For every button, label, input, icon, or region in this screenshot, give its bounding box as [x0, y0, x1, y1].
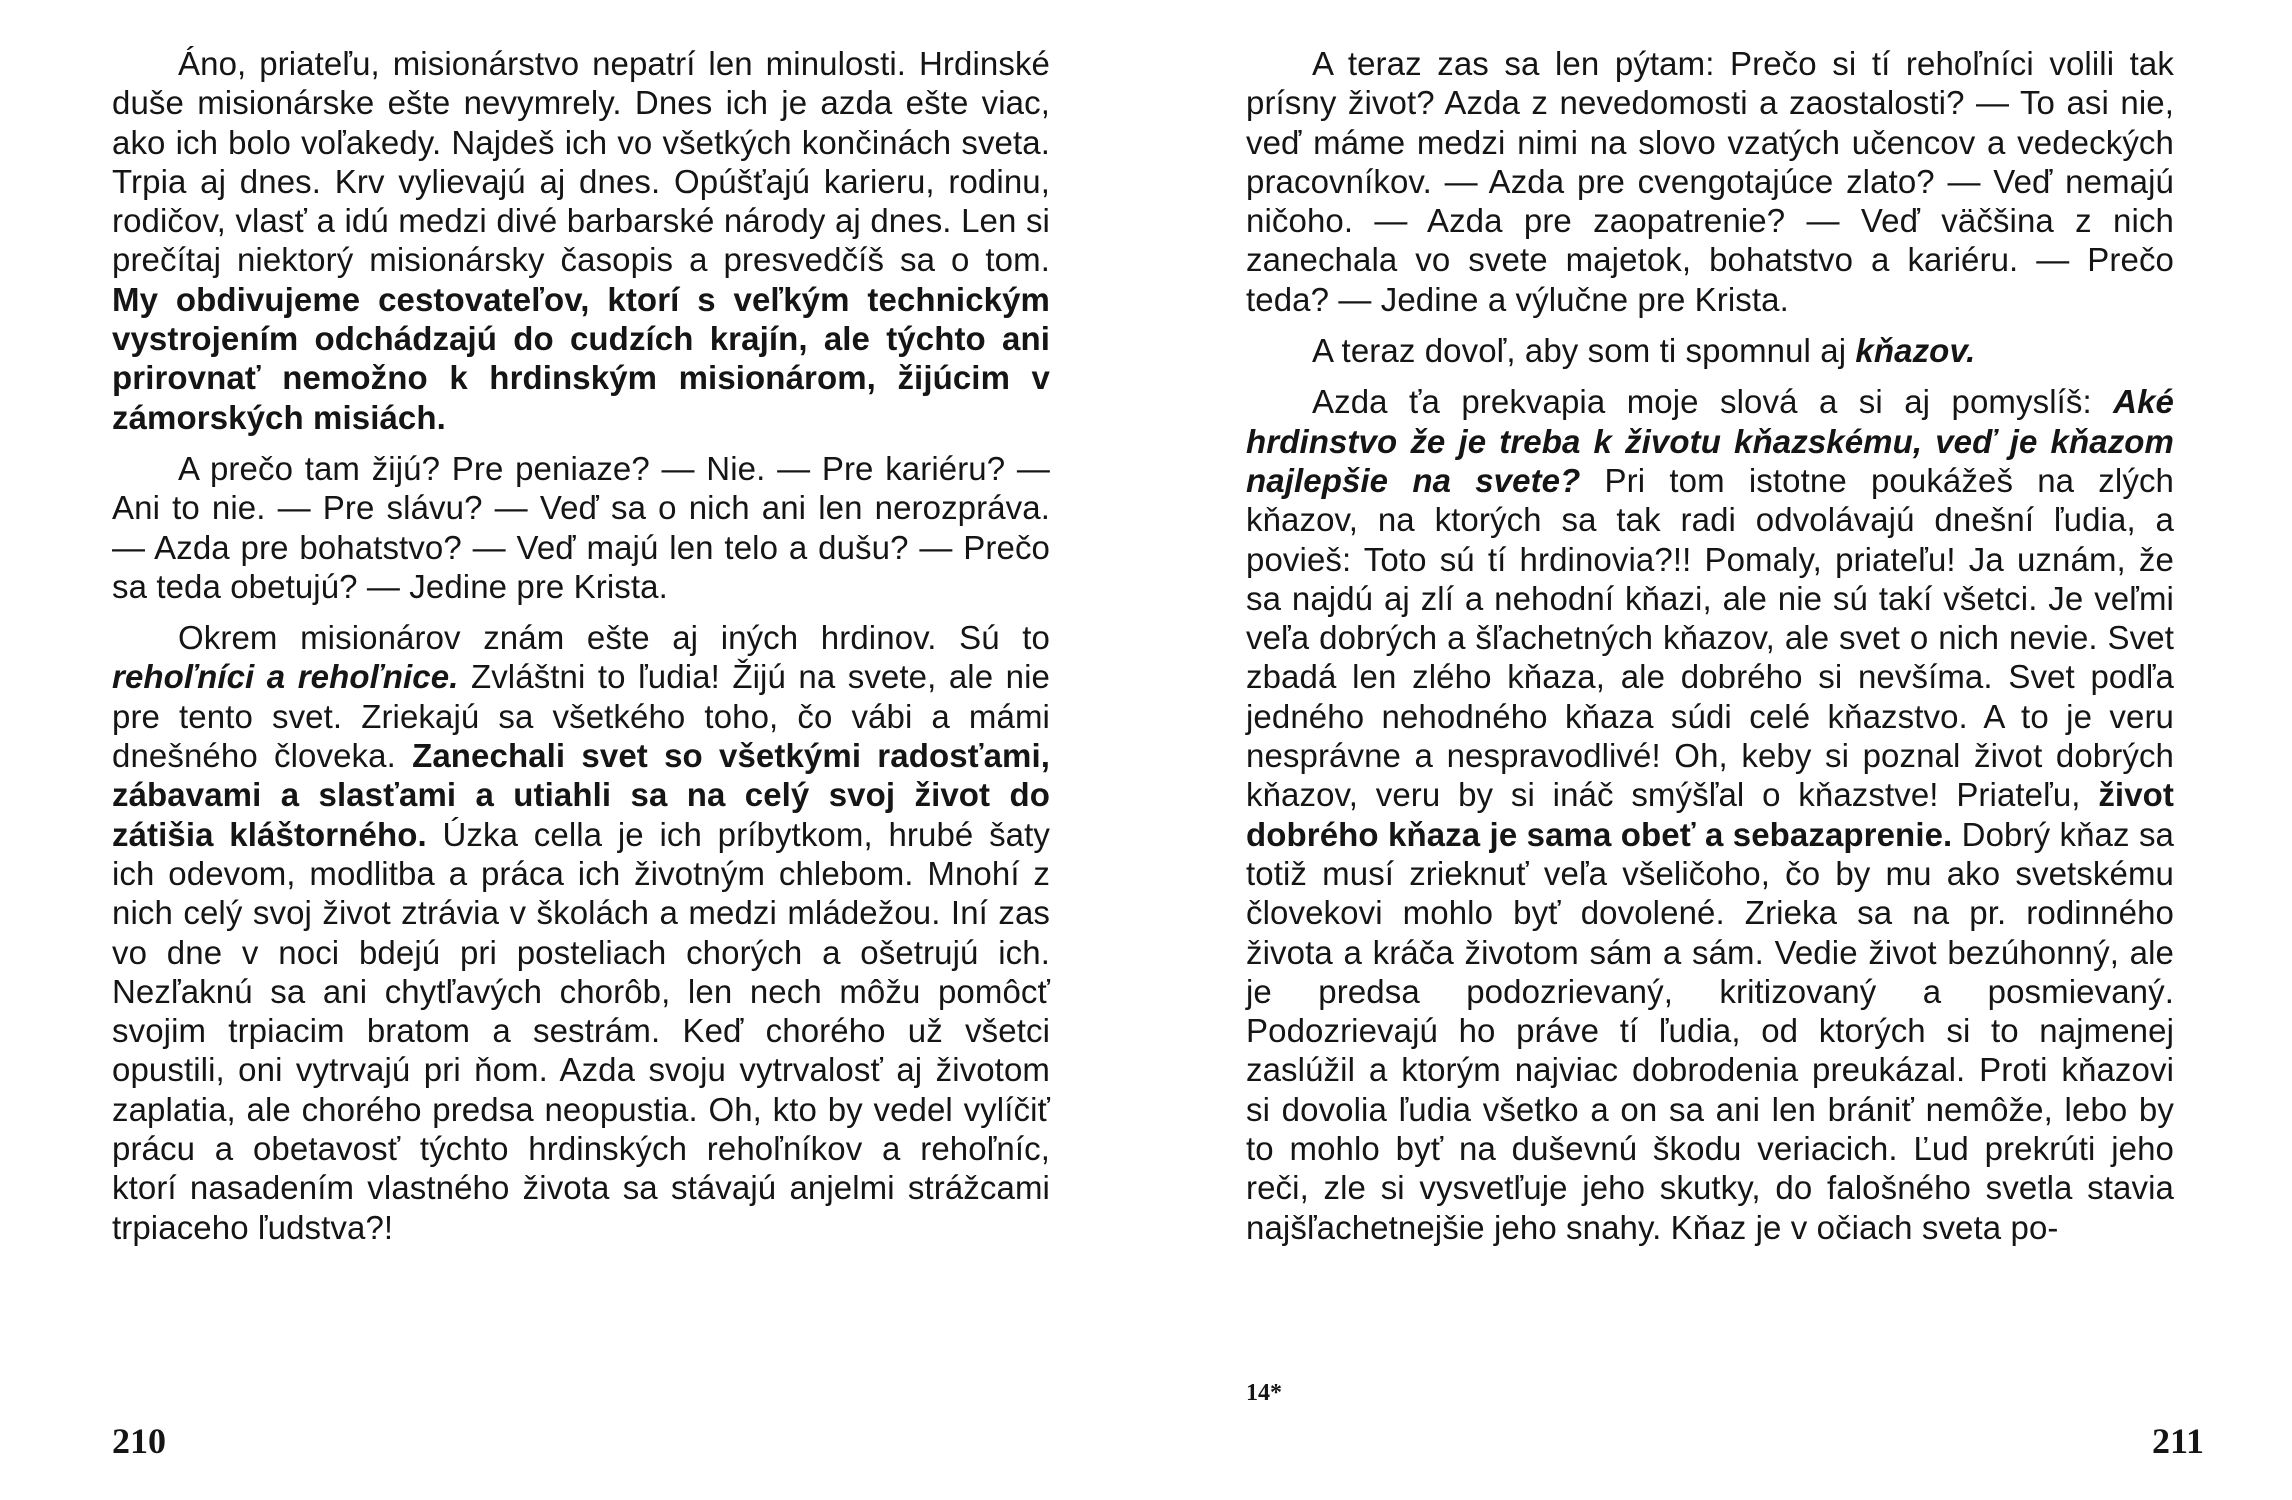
text-span: Zvláštni to ľudia! Žijú na svete, ale nie pre tento svet. Zriekajú sa všetkého toho, čo vábi a mámi dnešného človeka.: [112, 658, 1050, 775]
text-span: Azda ťa prekvapia moje slová a si aj pomyslíš:: [1312, 383, 2114, 421]
paragraph: [1246, 44, 2174, 319]
text-span: Okrem misionárov znám ešte aj iných hrdinov. Sú to: [178, 619, 1050, 657]
bold-text-span: Zanechali svet so všetkými radosťami, zábavami a slasťami a utiahli sa na celý svoj život do zátišia kláštorného.: [112, 737, 1051, 853]
paragraph: [1246, 382, 2174, 1247]
right-page-text: [1246, 44, 2174, 1247]
text-span: Áno, priateľu, misionárstvo nepatrí len minulosti. Hrdinské duše misionárske ešte nevymrely. Dnes ich je azda ešte viac, ako ich bolo voľakedy. Najdeš ich vo všetkých končinách sveta. Trpia aj dnes. Krv vylievajú aj dnes. Opúšťajú karieru, rodinu, rodičov, vlasť a idú medzi divé barbarské národy aj dnes. Len si prečítaj niektorý misionársky časopis a presvedčíš sa o tom.: [112, 45, 1050, 279]
paragraph: [112, 618, 1050, 1247]
text-span: Pri tom istotne poukážeš na zlých kňazov, na ktorých sa tak radi odvolávajú dnešní ľudia, a povieš: Toto sú tí hrdinovia?!! Pomaly, priateľu! Ja uznám, že sa najdú aj zlí a nehodní kňazi, ale nie sú takí všetci. Je veľmi veľa dobrých a šľachetných kňazov, ale svet o nich nevie. Svet zbadá len zlého kňaza, ale dobrého si nevšíma. Svet podľa jedného nehodného kňaza súdi celé kňazstvo. A to je veru nesprávne a nespravodlivé! Oh, keby si poznal život dobrých kňazov, veru by si ináč smýšľal o kňazstve! Priateľu,: [1246, 461, 2174, 814]
bold-text-span: My obdivujeme cestovateľov, ktorí s veľkým technickým vystrojením odchádzajú do cudzích krajín, ale týchto ani prirovnať nemožno k hrdinským misionárom, žijúcim v zámorských misiách.: [112, 280, 1050, 436]
text-span: Dobrý kňaz sa totiž musí zrieknuť veľa všeličoho, čo by mu ako svetskému človekovi mohlo byť dovolené. Zrieka sa na pr. rodinného života a kráča životom sám a sám. Vedie život bezúhonný, ale je predsa podozrievaný, kritizovaný a posmievaný. Podozrievajú ho práve tí ľudia, od ktorých si to najmenej zaslúžil a ktorým najviac dobrodenia preukázal. Proti kňazovi si dovolia ľudia všetko a on sa ani len brániť nemôže, lebo by to mohlo byť na duševnú škodu veriacich. Ľud prekrúti jeho reči, zle si vysvetľuje jeho skutky, do falošného svetla stavia najšľachetnejšie jeho snahy. Kňaz je v očiach sveta po-: [1246, 815, 2174, 1246]
bold-text-span: život dobrého kňaza je sama obeť a sebazaprenie.: [1246, 776, 2174, 853]
text-span: A teraz dovoľ, aby som ti spomnul aj: [1312, 332, 1856, 370]
page-number: 210: [112, 1421, 166, 1461]
bold-italic-text-span: kňazov.: [1855, 332, 1976, 370]
paragraph: [112, 449, 1050, 606]
paragraph: [112, 44, 1050, 437]
text-span: Úzka cella je ich príbytkom, hrubé šaty ich odevom, modlitba a práca ich životným chlebom. Mnohí z nich celý svoj život ztrávia v školách a medzi mládežou. Iní zas vo dne v noci bdejú pri posteliach chorých a ošetrujú ich. Nezľaknú sa ani chytľavých chorôb, len nech môžu pomôcť svojim trpiacim bratom a sestrám. Keď chorého už všetci opustili, oni vytrvajú pri ňom. Azda svoju vytrvalosť aj životom zaplatia, ale chorého predsa neopustia. Oh, kto by vedel vylíčiť prácu a obetavosť týchto hrdinských rehoľníkov a rehoľníc, ktorí nasadením vlastného života sa stávajú anjelmi strážcami trpiaceho ľudstva?!: [112, 815, 1051, 1246]
left-page-text: [112, 44, 1050, 1247]
page-number: 211: [2151, 1421, 2204, 1461]
bold-italic-text-span: rehoľníci a rehoľnice.: [112, 658, 459, 696]
signature-mark: 14*: [1246, 1380, 1282, 1406]
bold-italic-text-span: Aké hrdinstvo že je treba k životu kňazskému, veď je kňazom najlepšie na svete?: [1246, 383, 2174, 499]
right-page: [1146, 0, 2292, 1500]
paragraph: [1246, 331, 2174, 370]
text-span: A teraz zas sa len pýtam: Prečo si tí rehoľníci volili tak prísny život? Azda z nevedomosti a zaostalosti? — To asi nie, veď máme medzi nimi na slovo vzatých učencov a vedeckých pracovníkov. — Azda pre cvengotajúce zlato? — Veď nemajú ničoho. — Azda pre zaopatrenie? — Veď väčšina z nich zanechala vo svete majetok, bohatstvo a kariéru. — Prečo teda? — Jedine a výlučne pre Krista.: [1246, 45, 2174, 318]
text-span: A prečo tam žijú? Pre peniaze? — Nie. — Pre kariéru? — Ani to nie. — Pre slávu? — Veď sa o nich ani len nerozpráva. — Azda pre bohatstvo? — Veď majú len telo a dušu? — Prečo sa teda obetujú? — Jedine pre Krista.: [112, 449, 1050, 605]
